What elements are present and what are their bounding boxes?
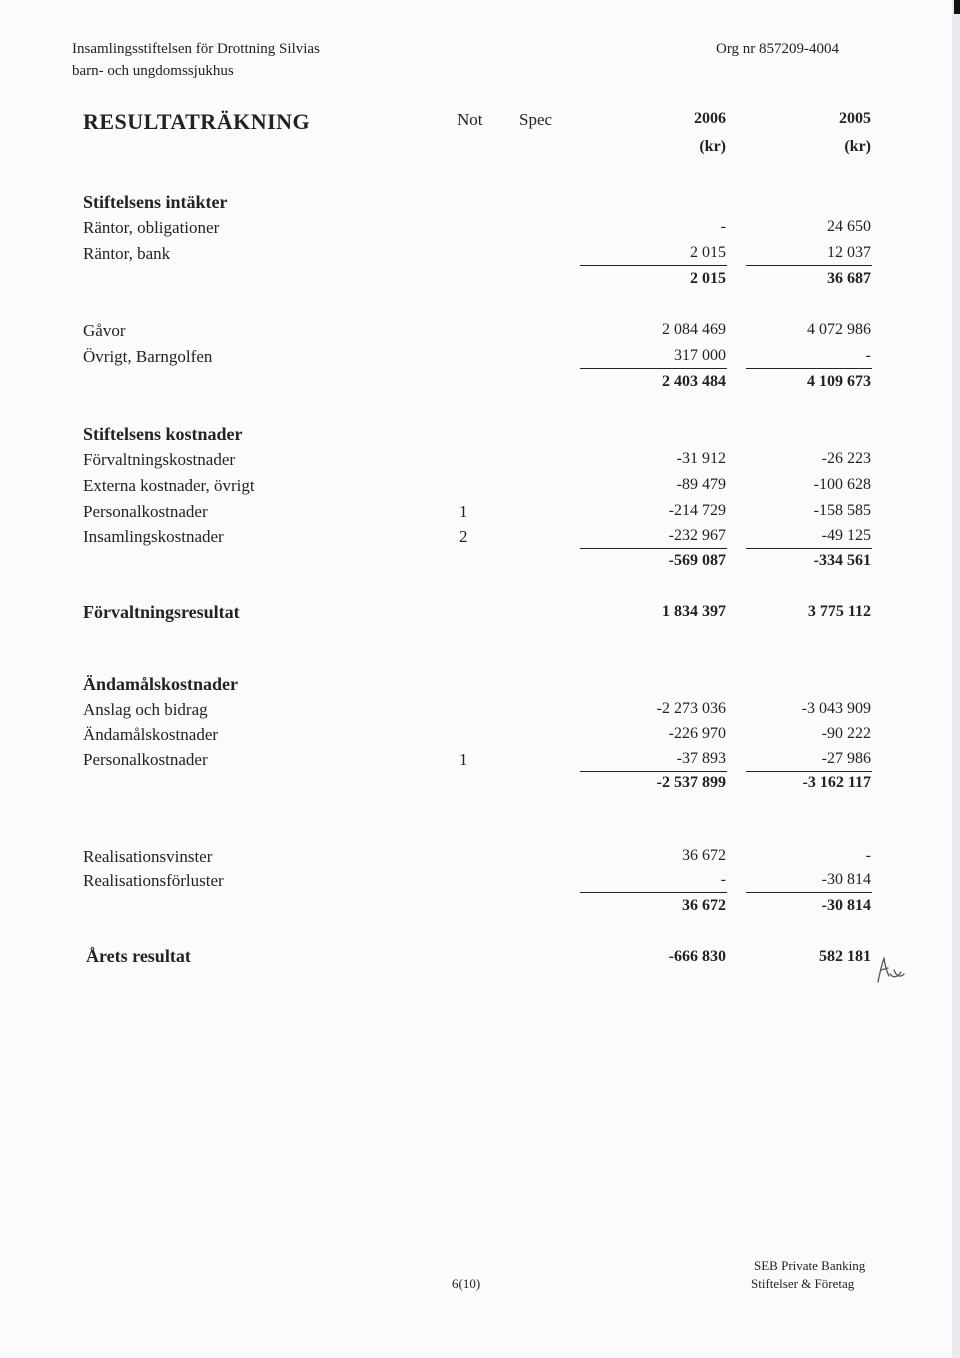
handwritten-initials-icon [872, 950, 906, 986]
row-label: Anslag och bidrag [83, 700, 208, 719]
row-value-2006: -31 912 [676, 450, 726, 467]
subtotal-rule-2006 [580, 548, 727, 549]
row-value-2005: - [865, 347, 871, 364]
col-header-2006: 2006 [694, 110, 726, 127]
subtotal-value-2005: 4 109 673 [807, 373, 871, 390]
subtotal-value-2006: 36 672 [682, 897, 726, 914]
year-result-label: Årets resultat [86, 946, 191, 966]
org-name-line2: barn- och ungdomssjukhus [72, 63, 234, 79]
row-label: Förvaltningskostnader [83, 450, 236, 469]
page-number: 6(10) [452, 1276, 481, 1291]
footer-bank-line2: Stiftelser & Företag [751, 1276, 855, 1291]
row-note: 1 [459, 750, 468, 769]
row-value-2005: -30 814 [821, 871, 871, 888]
admin-result-2005: 3 775 112 [807, 603, 871, 620]
row-value-2005: -158 585 [813, 502, 871, 519]
subtotal-rule-2005 [746, 771, 872, 772]
subtotal-value-2005: 36 687 [827, 270, 871, 287]
row-value-2005: -100 628 [813, 476, 871, 493]
row-value-2006: 2 015 [690, 244, 726, 261]
subtotal-rule-2006 [580, 892, 727, 893]
scan-corner-mark [954, 0, 960, 14]
row-value-2006: -214 729 [668, 502, 726, 519]
row-label: Ändamålskostnader [83, 725, 219, 744]
admin-result-label: Förvaltningsresultat [83, 602, 240, 622]
row-label: Personalkostnader [83, 502, 208, 521]
row-note: 1 [459, 502, 468, 521]
row-label: Externa kostnader, övrigt [83, 476, 255, 495]
row-label: Räntor, obligationer [83, 218, 220, 237]
section-title-costs: Stiftelsens kostnader [83, 424, 243, 444]
subtotal-rule-2005 [746, 548, 872, 549]
row-value-2006: -2 273 036 [656, 700, 726, 717]
row-value-2005: -27 986 [821, 750, 871, 767]
row-value-2005: - [865, 847, 871, 864]
subtotal-value-2005: -3 162 117 [802, 774, 871, 791]
col-header-spec: Spec [519, 110, 553, 129]
subtotal-value-2005: -30 814 [821, 897, 871, 914]
row-value-2005: -3 043 909 [801, 700, 871, 717]
section-title-income: Stiftelsens intäkter [83, 192, 228, 212]
admin-result-2006: 1 834 397 [662, 603, 726, 620]
row-label: Realisationsvinster [83, 847, 213, 866]
subtotal-rule-2005 [746, 265, 872, 266]
row-value-2006: -226 970 [668, 725, 726, 742]
row-value-2006: 2 084 469 [662, 321, 726, 338]
subtotal-value-2006: -569 087 [668, 552, 726, 569]
row-label: Insamlingskostnader [83, 527, 224, 546]
col-header-not: Not [457, 110, 483, 129]
row-value-2005: 24 650 [827, 218, 871, 235]
row-value-2005: -90 222 [821, 725, 871, 742]
row-label: Räntor, bank [83, 244, 171, 263]
row-note: 2 [459, 527, 468, 546]
subtotal-rule-2005 [746, 892, 872, 893]
row-value-2005: 12 037 [827, 244, 871, 261]
row-value-2006: - [720, 871, 726, 888]
section-title-purpose: Ändamålskostnader [83, 674, 239, 694]
row-value-2005: -49 125 [821, 527, 871, 544]
col-unit-2005: (kr) [844, 138, 871, 155]
row-value-2006: 317 000 [674, 347, 726, 364]
subtotal-value-2006: 2 015 [690, 270, 726, 287]
year-result-2005: 582 181 [819, 948, 871, 965]
row-value-2006: -89 479 [676, 476, 726, 493]
org-name-line1: Insamlingsstiftelsen för Drottning Silvias [72, 41, 320, 57]
col-header-2005: 2005 [839, 110, 871, 127]
subtotal-rule-2005 [746, 368, 872, 369]
col-unit-2006: (kr) [699, 138, 726, 155]
org-number: Org nr 857209-4004 [716, 41, 840, 57]
footer-bank-line1: SEB Private Banking [754, 1258, 866, 1273]
scan-edge [952, 0, 960, 1358]
row-value-2006: -37 893 [676, 750, 726, 767]
page-title: RESULTATRÄKNING [83, 109, 311, 134]
row-value-2006: 36 672 [682, 847, 726, 864]
subtotal-rule-2006 [580, 771, 727, 772]
row-label: Gåvor [83, 321, 126, 340]
row-value-2006: - [720, 218, 726, 235]
year-result-2006: -666 830 [668, 948, 726, 965]
row-label: Realisationsförluster [83, 871, 224, 890]
subtotal-value-2006: 2 403 484 [662, 373, 726, 390]
row-value-2006: -232 967 [668, 527, 726, 544]
subtotal-value-2005: -334 561 [813, 552, 871, 569]
subtotal-value-2006: -2 537 899 [656, 774, 726, 791]
row-label: Personalkostnader [83, 750, 208, 769]
row-value-2005: 4 072 986 [807, 321, 871, 338]
subtotal-rule-2006 [580, 265, 727, 266]
subtotal-rule-2006 [580, 368, 727, 369]
row-label: Övrigt, Barngolfen [83, 347, 213, 366]
row-value-2005: -26 223 [821, 450, 871, 467]
